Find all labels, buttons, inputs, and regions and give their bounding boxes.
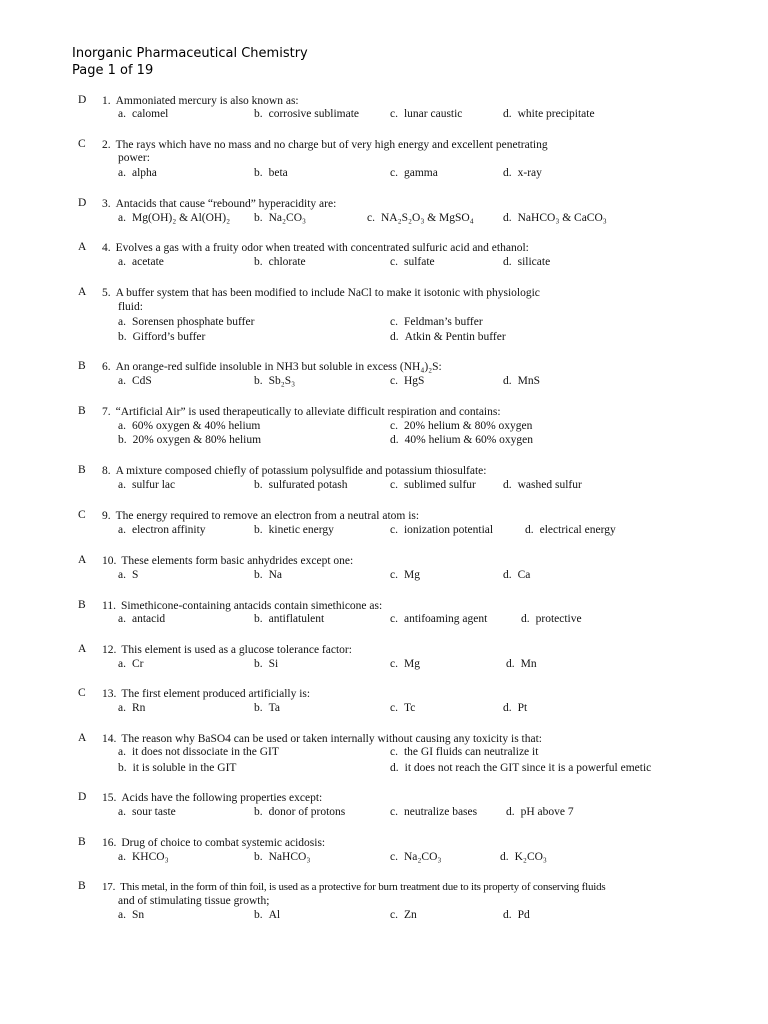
- answer-key: C: [78, 138, 86, 150]
- answer-key: D: [78, 197, 87, 209]
- answer-key: A: [78, 554, 87, 566]
- option-c: c. Mg: [390, 569, 420, 581]
- option-a: a. Sorensen phosphate buffer: [118, 316, 255, 328]
- question-stem: 13. The first element produced artificially is:: [102, 688, 311, 700]
- question-stem: 2. The rays which have no mass and no charge but of very high energy and excellent penetrating: [102, 139, 548, 151]
- option-a: a. CdS: [118, 375, 152, 387]
- option-a: a. Rn: [118, 702, 146, 714]
- question-stem: 6. An orange-red sulfide insoluble in NH3 but soluble in excess (NH₄)₂S:: [102, 361, 442, 373]
- option-d: d. Atkin & Pentin buffer: [390, 331, 506, 343]
- option-a: a. alpha: [118, 167, 157, 179]
- option-c: c. neutralize bases: [390, 806, 478, 818]
- option-b: b. antiflatulent: [254, 613, 325, 625]
- option-d: d. K₂CO₃: [500, 851, 547, 863]
- option-b: b. Al: [254, 909, 281, 921]
- option-c: c. Zn: [390, 909, 417, 921]
- option-c: c. lunar caustic: [390, 108, 463, 120]
- option-c: c. Na₂CO₃: [390, 851, 442, 863]
- option-b: b. chlorate: [254, 256, 306, 268]
- option-b: b. corrosive sublimate: [254, 108, 360, 120]
- option-b: b. NaHCO₃: [254, 851, 311, 863]
- option-d: d. pH above 7: [506, 806, 574, 818]
- option-a: a. calomel: [118, 108, 169, 120]
- option-a: a. S: [118, 569, 139, 581]
- option-d: d. Pd: [503, 909, 530, 921]
- option-c: c. gamma: [390, 167, 438, 179]
- option-d: d. protective: [521, 613, 582, 625]
- option-d: d. white precipitate: [503, 108, 595, 120]
- question-stem: 5. A buffer system that has been modified to include NaCl to make it isotonic with physiologic: [102, 287, 540, 299]
- page-indicator: Page 1 of 19: [72, 63, 154, 78]
- option-a: a. it does not dissociate in the GIT: [118, 746, 279, 758]
- option-b: b. beta: [254, 167, 288, 179]
- option-c: c. antifoaming agent: [390, 613, 488, 625]
- option-c: c. HgS: [390, 375, 425, 387]
- answer-key: B: [78, 360, 86, 372]
- option-a: a. KHCO₃: [118, 851, 169, 863]
- option-a: a. antacid: [118, 613, 166, 625]
- question-stem: 4. Evolves a gas with a fruity odor when treated with concentrated sulfuric acid and ethanol:: [102, 242, 529, 254]
- option-a: a. Mg(OH)₂ & Al(OH)₂: [118, 212, 231, 224]
- question-stem-continued: power:: [118, 152, 150, 164]
- option-b: b. Sb₂S₃: [254, 375, 296, 387]
- answer-key: C: [78, 509, 86, 521]
- option-a: a. sulfur lac: [118, 479, 176, 491]
- option-c: c. sulfate: [390, 256, 435, 268]
- option-d: d. electrical energy: [525, 524, 616, 536]
- option-c: c. Feldman’s buffer: [390, 316, 483, 328]
- question-stem: 14. The reason why BaSO4 can be used or taken internally without causing any toxicity is that:: [102, 733, 542, 745]
- option-d: d. washed sulfur: [503, 479, 582, 491]
- answer-key: B: [78, 464, 86, 476]
- option-b: b. donor of protons: [254, 806, 346, 818]
- option-d: d. it does not reach the GIT since it is a powerful emetic: [390, 762, 652, 774]
- option-b: b. sulfurated potash: [254, 479, 348, 491]
- option-d: d. Pt: [503, 702, 528, 714]
- option-c: c. sublimed sulfur: [390, 479, 476, 491]
- option-a: a. 60% oxygen & 40% helium: [118, 420, 261, 432]
- answer-key: A: [78, 732, 87, 744]
- document-title: Inorganic Pharmaceutical Chemistry: [72, 46, 308, 61]
- question-stem: 3. Antacids that cause “rebound” hyperacidity are:: [102, 198, 337, 210]
- question-stem-continued: fluid:: [118, 301, 143, 313]
- option-b: b. it is soluble in the GIT: [118, 762, 237, 774]
- answer-key: B: [78, 599, 86, 611]
- option-c: c. 20% helium & 80% oxygen: [390, 420, 533, 432]
- option-c: c. Mg: [390, 658, 420, 670]
- option-a: a. Sn: [118, 909, 145, 921]
- question-stem: 11. Simethicone-containing antacids contain simethicone as:: [102, 600, 383, 612]
- answer-key: D: [78, 791, 87, 803]
- answer-key: B: [78, 836, 86, 848]
- question-stem: 12. This element is used as a glucose tolerance factor:: [102, 644, 352, 656]
- option-d: d. x-ray: [503, 167, 542, 179]
- question-stem: 7. “Artificial Air” is used therapeutically to alleviate difficult respiration and contains:: [102, 406, 501, 418]
- option-c: c. Tc: [390, 702, 416, 714]
- option-a: a. sour taste: [118, 806, 176, 818]
- question-stem: 10. These elements form basic anhydrides except one:: [102, 555, 354, 567]
- question-stem: 17. This metal, in the form of thin foil, is used as a protective for burn treatment due to its property of conserving fluids: [102, 881, 606, 893]
- answer-key: B: [78, 405, 86, 417]
- option-b: b. Ta: [254, 702, 280, 714]
- option-c: c. NA₂S₂O₃ & MgSO₄: [367, 212, 474, 224]
- option-d: d. silicate: [503, 256, 551, 268]
- option-c: c. the GI fluids can neutralize it: [390, 746, 539, 758]
- option-d: d. Mn: [506, 658, 537, 670]
- option-c: c. ionization potential: [390, 524, 494, 536]
- question-stem: 8. A mixture composed chiefly of potassium polysulfide and potassium thiosulfate:: [102, 465, 487, 477]
- question-stem: 15. Acids have the following properties except:: [102, 792, 323, 804]
- option-a: a. acetate: [118, 256, 164, 268]
- question-stem: 16. Drug of choice to combat systemic acidosis:: [102, 837, 326, 849]
- option-d: d. MnS: [503, 375, 540, 387]
- option-b: b. 20% oxygen & 80% helium: [118, 434, 262, 446]
- option-b: b. Gifford’s buffer: [118, 331, 206, 343]
- option-b: b. Na: [254, 569, 283, 581]
- option-d: d. NaHCO₃ & CaCO₃: [503, 212, 607, 224]
- option-b: b. kinetic energy: [254, 524, 334, 536]
- question-stem: 1. Ammoniated mercury is also known as:: [102, 95, 299, 107]
- question-stem-continued: and of stimulating tissue growth;: [118, 895, 270, 907]
- option-d: d. 40% helium & 60% oxygen: [390, 434, 534, 446]
- answer-key: A: [78, 643, 87, 655]
- answer-key: B: [78, 880, 86, 892]
- question-stem: 9. The energy required to remove an electron from a neutral atom is:: [102, 510, 420, 522]
- option-b: b. Si: [254, 658, 279, 670]
- answer-key: C: [78, 687, 86, 699]
- option-a: a. electron affinity: [118, 524, 206, 536]
- option-d: d. Ca: [503, 569, 531, 581]
- answer-key: A: [78, 286, 87, 298]
- option-a: a. Cr: [118, 658, 144, 670]
- answer-key: A: [78, 241, 87, 253]
- option-b: b. Na₂CO₃: [254, 212, 307, 224]
- answer-key: D: [78, 94, 87, 106]
